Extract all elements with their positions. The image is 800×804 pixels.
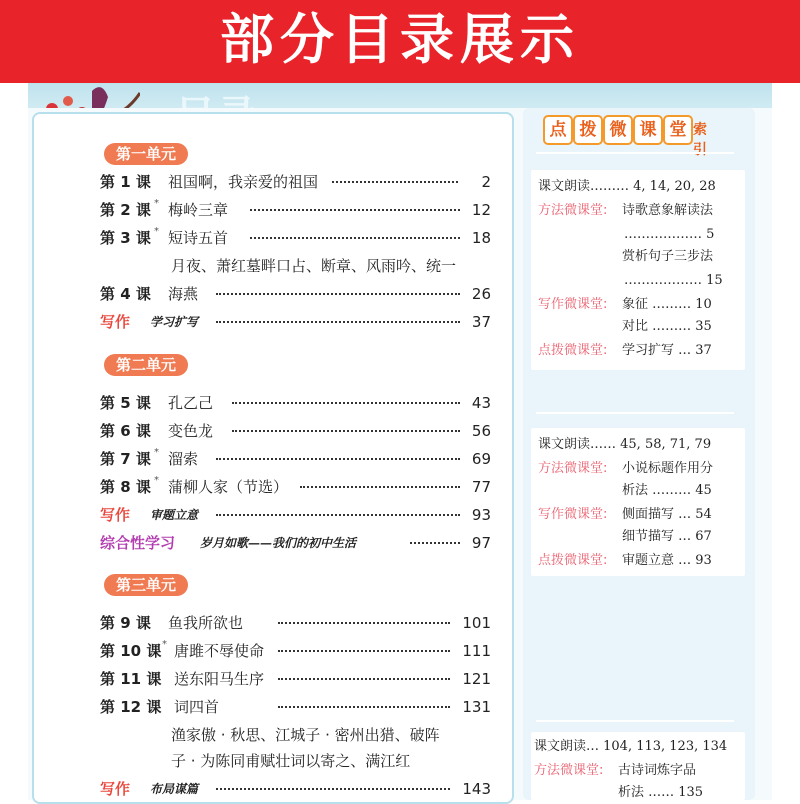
lesson-title: 送东阳马生序 [174,670,265,688]
leader-dots [278,622,450,624]
toc-row-writing[interactable] [100,778,495,800]
sidebar-title-suffix: 索引 [693,122,707,158]
lesson-title: 蒲柳人家（节选） [168,478,289,496]
sidebar-divider [536,412,734,414]
leader-dots [410,542,460,544]
writing-tag: 写作微课堂: [538,507,608,522]
lesson-title: 唐雎不辱使命 [174,642,265,660]
method-entry[interactable]: 小说标题作用分 [622,461,714,476]
star-mark: * [154,226,159,237]
leader-dots [278,706,450,708]
toc-row[interactable] [100,640,495,662]
lesson-subtitle: 月夜、萧红墓畔口占、断章、风雨吟、统一 [171,257,457,275]
page-number: 97 [471,534,491,552]
leader-dots [332,181,458,183]
toc-row-writing[interactable] [100,311,495,333]
writing-entry[interactable]: 侧面描写 … 54 [622,507,712,522]
lesson-title: 词四首 [174,698,220,716]
lesson-number: 第 3 课 [100,229,151,247]
toc-row[interactable] [100,668,495,690]
writing-tag: 写作微课堂: [538,297,608,312]
lesson-number: 第 9 课 [100,614,151,632]
method-tag: 方法微课堂: [538,461,608,476]
lesson-number: 第 4 课 [100,285,151,303]
toc-row[interactable] [100,283,495,305]
lesson-title: 祖国啊，我亲爱的祖国 [168,173,319,191]
lesson-number: 第 6 课 [100,422,151,440]
page-number: 121 [462,670,491,688]
writing-tag: 写作 [100,313,131,331]
leader-dots [216,514,460,516]
writing-tag: 写作 [100,780,131,798]
sidebar-divider [536,720,734,722]
toc-row[interactable] [100,476,495,498]
method-entry: 析法 ……… 45 [622,483,712,498]
leader-dots [250,209,460,211]
title-char: 拨 [573,115,603,145]
title-char: 课 [633,115,663,145]
comprehensive-tag: 综合性学习 [100,534,176,552]
method-tag: 方法微课堂: [534,763,604,778]
method-entry[interactable]: 赏析句子三步法 [622,249,714,264]
lesson-title: 鱼我所欲也 [168,614,244,632]
toc-row[interactable] [100,227,495,249]
toc-row[interactable] [100,696,495,718]
leader-dots [216,458,460,460]
page-number: 37 [471,313,491,331]
page-number: 93 [471,506,491,524]
lesson-title: 梅岭三章 [168,201,229,219]
star-mark: * [154,198,159,209]
reading-entry[interactable]: 课文朗读… 104, 113, 123, 134 [534,739,728,754]
leader-dots [216,321,460,323]
page-number: 43 [471,394,491,412]
lesson-number: 第 11 课 [100,670,162,688]
title-char: 微 [603,115,633,145]
leader-dots [216,293,460,295]
tip-entry[interactable]: 学习扩写 … 37 [622,343,712,358]
writing-entry[interactable]: 象征 ……… 10 [622,297,712,312]
page-number: 111 [462,642,491,660]
page-number: 56 [471,422,491,440]
lesson-number: 第 10 课 [100,642,162,660]
lesson-number: 第 8 课 [100,478,151,496]
sidebar-title [543,115,707,158]
method-entry[interactable]: 古诗词炼字品 [618,763,697,778]
lesson-number: 第 1 课 [100,173,151,191]
title-char: 点 [543,115,573,145]
page-number: 12 [471,201,491,219]
leader-dots [232,402,460,404]
toc-row[interactable] [100,199,495,221]
title-char: 堂 [663,115,693,145]
tip-entry[interactable]: 审题立意 … 93 [622,553,712,568]
writing-title: 审题立意 [150,508,199,522]
lesson-title: 短诗五首 [168,229,229,247]
unit-heading-3: 第三单元 [104,574,188,596]
lesson-title: 海燕 [168,285,199,303]
method-tag: 方法微课堂: [538,203,608,218]
star-mark: * [162,639,167,650]
lesson-number: 第 7 课 [100,450,151,468]
toc-row[interactable] [100,448,495,470]
method-entry[interactable]: 诗歌意象解读法 [622,203,714,218]
tip-tag: 点拨微课堂: [538,553,608,568]
lesson-subtitle: 子 · 为陈同甫赋壮词以寄之、满江红 [171,752,411,770]
banner-title: 部分目录展示 [220,8,580,71]
lesson-title: 溜索 [168,450,199,468]
index-block-1 [531,170,745,370]
star-mark: * [154,447,159,458]
page-number: 2 [481,173,491,191]
toc-row-comprehensive[interactable] [100,532,495,554]
reading-entry[interactable]: 课文朗读……… 4, 14, 20, 28 [538,179,716,194]
unit-heading-2: 第二单元 [104,354,188,376]
lesson-number: 第 12 课 [100,698,162,716]
lesson-number: 第 5 课 [100,394,151,412]
method-page: ……………… 5 [624,227,715,242]
method-page: ……………… 15 [624,273,723,288]
writing-title: 布局谋篇 [150,782,199,796]
leader-dots [232,430,460,432]
method-entry: 析法 …… 135 [618,785,704,800]
leader-dots [250,237,460,239]
banner [0,0,800,83]
leader-dots [216,788,450,790]
page-number: 101 [462,614,491,632]
comprehensive-title: 岁月如歌——我们的初中生活 [200,536,357,550]
leader-dots [278,650,450,652]
leader-dots [300,486,460,488]
writing-entry[interactable]: 对比 ……… 35 [622,319,712,334]
page-number: 77 [471,478,491,496]
sidebar-divider [536,152,734,154]
leader-dots [278,678,450,680]
reading-entry[interactable]: 课文朗读…… 45, 58, 71, 79 [538,437,712,452]
writing-entry[interactable]: 细节描写 … 67 [622,529,712,544]
toc-row-writing[interactable] [100,504,495,526]
toc-row[interactable] [100,612,495,634]
unit-heading-1: 第一单元 [104,143,188,165]
toc-row[interactable] [100,392,495,414]
lesson-number: 第 2 课 [100,201,151,219]
writing-title: 学习扩写 [150,315,199,329]
page-number: 143 [462,780,491,798]
page-number: 18 [471,229,491,247]
writing-tag: 写作 [100,506,131,524]
lesson-title: 孔乙己 [168,394,214,412]
lesson-title: 变色龙 [168,422,214,440]
page-number: 26 [471,285,491,303]
toc-row[interactable] [100,171,495,193]
lesson-subtitle: 渔家傲 · 秋思、江城子 · 密州出猎、破阵 [171,726,440,744]
star-mark: * [154,475,159,486]
toc-row[interactable] [100,420,495,442]
tip-tag: 点拨微课堂: [538,343,608,358]
page-number: 69 [471,450,491,468]
page-number: 131 [462,698,491,716]
